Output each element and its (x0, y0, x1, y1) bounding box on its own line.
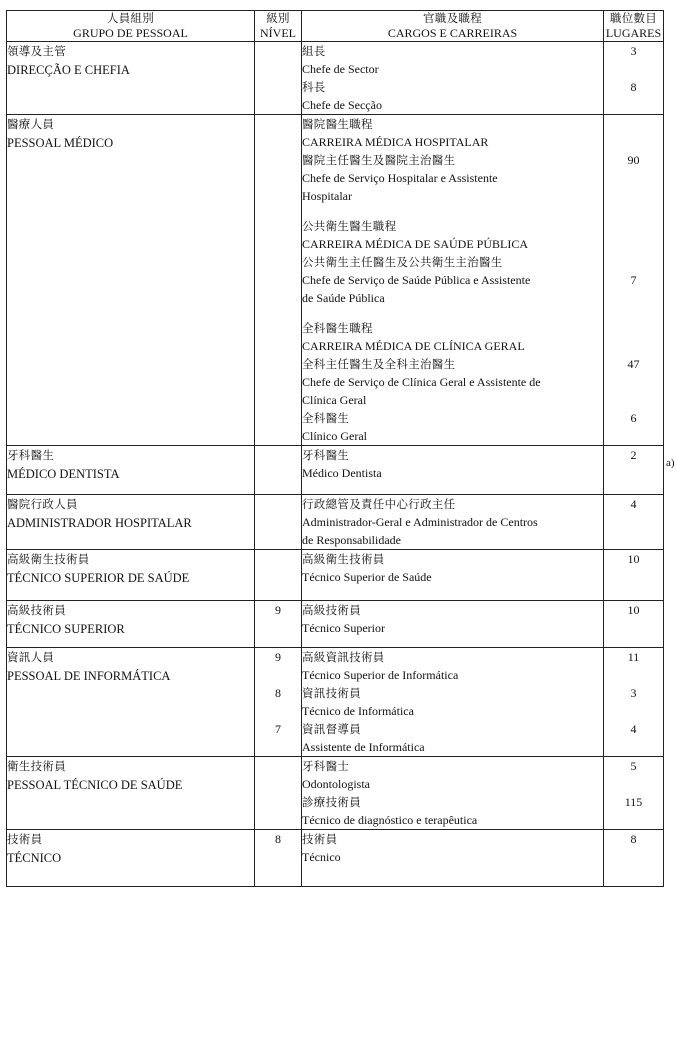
group-name-pt: TÉCNICO SUPERIOR (7, 622, 125, 636)
header-group-pt: GRUPO DE PESSOAL (73, 26, 188, 40)
group-name-zh: 醫院行政人員 (7, 497, 78, 511)
level-value (255, 217, 301, 235)
career-title-pt: Técnico Superior (302, 621, 385, 635)
career-title-pt: Chefe de Sector (302, 62, 379, 76)
career-title-pt: Chefe de Serviço de Clínica Geral e Assistente de (302, 375, 541, 389)
group-name-zh: 高級技術員 (7, 603, 66, 617)
places-value: 3 (630, 44, 637, 58)
level-cell (255, 648, 302, 757)
level-value (255, 464, 301, 482)
places-cell (604, 830, 664, 887)
group-cell (7, 830, 255, 887)
career-title-pt: Técnico de Informática (302, 704, 414, 718)
career-title-pt: Clínico Geral (302, 429, 367, 443)
level-value (255, 60, 301, 78)
career-cell (302, 115, 604, 446)
career-cell (302, 446, 604, 495)
side-note: a) (666, 457, 675, 469)
career-title-zh: 牙科醫生 (302, 448, 350, 462)
level-value (255, 793, 301, 811)
level-value (255, 151, 301, 169)
table-row (7, 830, 664, 887)
group-cell (7, 550, 255, 601)
career-title-pt (302, 205, 603, 217)
places-value (604, 115, 663, 133)
places-cell (604, 115, 664, 446)
career-title-pt: Médico Dentista (302, 466, 382, 480)
career-title-pt: CARREIRA MÉDICA DE SAÚDE PÚBLICA (302, 237, 529, 251)
places-value (604, 133, 663, 151)
level-value (255, 96, 301, 114)
level-value (255, 271, 301, 289)
career-cell (302, 648, 604, 757)
places-value (604, 619, 663, 637)
career-title-zh: 科長 (302, 80, 326, 94)
level-value (255, 568, 301, 586)
places-value: 11 (627, 650, 640, 664)
group-name-pt: TÉCNICO (7, 851, 62, 865)
group-name-pt: DIRECÇÃO E CHEFIA (7, 63, 130, 77)
table-row (7, 550, 664, 601)
table-row (7, 42, 664, 115)
header-level (255, 11, 302, 42)
header-level-pt: NÍVEL (260, 26, 296, 40)
table-row (7, 757, 664, 830)
career-title-pt: Hospitalar (302, 189, 352, 203)
places-value (604, 464, 663, 482)
level-value (255, 757, 301, 775)
career-title-zh: 醫院醫生職程 (302, 117, 373, 131)
career-title-zh: 高級資訊技術員 (302, 650, 385, 664)
group-name-zh: 衛生技術員 (7, 759, 66, 773)
places-value: 90 (627, 153, 640, 167)
career-title-zh: 公共衛生主任醫生及公共衛生主治醫生 (302, 255, 503, 269)
places-value (604, 319, 663, 337)
career-title-zh: 行政總管及責任中心行政主任 (302, 497, 456, 511)
group-name-zh: 牙科醫生 (7, 448, 55, 462)
career-cell (302, 830, 604, 887)
places-cell (604, 757, 664, 830)
group-cell (7, 757, 255, 830)
group-name-zh: 資訊人員 (7, 650, 55, 664)
places-value: 6 (630, 411, 637, 425)
level-value (255, 373, 301, 391)
header-career (302, 11, 604, 42)
places-value (604, 848, 663, 866)
group-name-zh: 技術員 (7, 832, 43, 846)
career-title-zh: 高級技術員 (302, 603, 361, 617)
group-name-zh: 醫療人員 (7, 117, 55, 131)
career-title-pt: CARREIRA MÉDICA DE CLÍNICA GERAL (302, 339, 525, 353)
places-value (604, 187, 663, 205)
places-value: 7 (630, 273, 637, 287)
level-value (255, 446, 301, 464)
places-value: 3 (630, 686, 637, 700)
header-places-zh: 職位數目 (609, 11, 658, 25)
career-title-pt: CARREIRA MÉDICA HOSPITALAR (302, 135, 489, 149)
level-value (255, 169, 301, 187)
level-value (255, 391, 301, 409)
level-value (255, 775, 301, 793)
career-title-pt: Administrador-Geral e Administrador de Centros (302, 515, 538, 529)
table-row (7, 601, 664, 648)
places-value (604, 702, 663, 720)
group-cell (7, 42, 255, 115)
header-level-zh: 級別 (266, 11, 290, 25)
level-value: 9 (275, 603, 281, 617)
group-name-pt: PESSOAL DE INFORMÁTICA (7, 669, 171, 683)
career-title-pt: Técnico Superior de Saúde (302, 570, 432, 584)
career-cell (302, 601, 604, 648)
career-title-zh: 全科醫生職程 (302, 321, 373, 335)
career-title-pt: Clínica Geral (302, 393, 367, 407)
level-value (255, 738, 301, 756)
career-title-zh: 牙科醫士 (302, 759, 350, 773)
level-value (255, 619, 301, 637)
level-value (255, 253, 301, 271)
level-value (255, 307, 301, 319)
places-value: 115 (624, 795, 643, 809)
places-value (604, 531, 663, 549)
places-value: 4 (630, 722, 637, 736)
table-row (7, 115, 664, 446)
places-value (604, 253, 663, 271)
places-value: 8 (630, 832, 637, 846)
places-value (604, 307, 663, 319)
places-value (604, 775, 663, 793)
career-title-pt: Chefe de Serviço Hospitalar e Assistente (302, 171, 498, 185)
places-value (604, 60, 663, 78)
table-header (7, 11, 664, 42)
group-name-pt: MÉDICO DENTISTA (7, 467, 120, 481)
places-value (604, 513, 663, 531)
level-value: 8 (275, 686, 281, 700)
level-cell (255, 757, 302, 830)
places-cell (604, 42, 664, 115)
level-value (255, 289, 301, 307)
group-name-pt: ADMINISTRADOR HOSPITALAR (7, 516, 192, 530)
places-cell (604, 601, 664, 648)
places-value (604, 666, 663, 684)
level-value (255, 78, 301, 96)
group-name-zh: 領導及主管 (7, 44, 66, 58)
career-title-pt: Técnico de diagnóstico e terapêutica (302, 813, 478, 827)
career-title-zh: 診療技術員 (302, 795, 361, 809)
places-value (604, 205, 663, 217)
career-title-zh: 醫院主任醫生及醫院主治醫生 (302, 153, 456, 167)
places-cell (604, 550, 664, 601)
group-cell (7, 648, 255, 757)
header-places (604, 11, 664, 42)
places-value (604, 738, 663, 756)
places-value (604, 391, 663, 409)
table-row (7, 495, 664, 550)
level-cell (255, 446, 302, 495)
career-title-zh: 資訊督導員 (302, 722, 361, 736)
level-value: 8 (275, 832, 281, 846)
group-cell (7, 446, 255, 495)
places-value: 4 (630, 497, 637, 511)
level-value (255, 42, 301, 60)
places-cell (604, 446, 664, 495)
career-title-pt (302, 307, 603, 319)
career-cell (302, 757, 604, 830)
career-title-zh: 資訊技術員 (302, 686, 361, 700)
level-cell (255, 830, 302, 887)
places-value (604, 811, 663, 829)
staff-table (6, 10, 664, 887)
places-cell (604, 648, 664, 757)
level-value: 9 (275, 650, 281, 664)
level-value (255, 187, 301, 205)
level-value (255, 205, 301, 217)
level-value (255, 235, 301, 253)
header-places-pt: LUGARES (605, 26, 662, 40)
group-cell (7, 495, 255, 550)
group-name-pt: TÉCNICO SUPERIOR DE SAÚDE (7, 571, 190, 585)
level-value (255, 531, 301, 549)
level-value (255, 133, 301, 151)
group-cell (7, 601, 255, 648)
level-cell (255, 495, 302, 550)
career-title-pt: Chefe de Serviço de Saúde Pública e Assistente (302, 273, 531, 287)
places-value: 5 (630, 759, 637, 773)
staff-table-page (6, 10, 663, 887)
level-value (255, 666, 301, 684)
level-value (255, 427, 301, 445)
level-value (255, 848, 301, 866)
group-name-pt: PESSOAL TÉCNICO DE SAÚDE (7, 778, 183, 792)
level-value (255, 337, 301, 355)
places-value: 8 (630, 80, 637, 94)
places-value (604, 568, 663, 586)
level-value (255, 115, 301, 133)
level-value (255, 495, 301, 513)
places-value (604, 373, 663, 391)
career-cell (302, 495, 604, 550)
career-cell (302, 42, 604, 115)
group-name-pt: PESSOAL MÉDICO (7, 136, 114, 150)
career-title-pt: de Responsabilidade (302, 533, 401, 547)
level-value (255, 811, 301, 829)
career-title-zh: 全科主任醫生及全科主治醫生 (302, 357, 456, 371)
level-cell (255, 42, 302, 115)
header-group (7, 11, 255, 42)
career-title-pt: Técnico (302, 850, 341, 864)
header-group-zh: 人員組別 (106, 11, 155, 25)
career-title-pt: Chefe de Secção (302, 98, 382, 112)
places-cell (604, 495, 664, 550)
places-value (604, 235, 663, 253)
places-value (604, 169, 663, 187)
places-value: 2 (630, 448, 637, 462)
header-career-pt: CARGOS E CARREIRAS (387, 26, 518, 40)
career-title-zh: 高級衛生技術員 (302, 552, 385, 566)
places-value (604, 96, 663, 114)
group-name-zh: 高級衛生技術員 (7, 552, 90, 566)
table-row (7, 648, 664, 757)
places-value: 10 (627, 603, 640, 617)
career-cell (302, 550, 604, 601)
level-value (255, 702, 301, 720)
header-career-zh: 官職及職程 (423, 11, 482, 25)
career-title-pt: Técnico Superior de Informática (302, 668, 459, 682)
places-value (604, 337, 663, 355)
career-title-pt: Assistente de Informática (302, 740, 425, 754)
level-value (255, 319, 301, 337)
career-title-pt: Odontologista (302, 777, 370, 791)
level-value (255, 355, 301, 373)
level-value (255, 409, 301, 427)
group-cell (7, 115, 255, 446)
places-value: 47 (627, 357, 640, 371)
career-title-zh: 公共衛生醫生職程 (302, 219, 397, 233)
places-value (604, 427, 663, 445)
table-row (7, 446, 664, 495)
career-title-zh: 全科醫生 (302, 411, 350, 425)
level-cell (255, 601, 302, 648)
career-title-pt: de Saúde Pública (302, 291, 385, 305)
places-value: 10 (627, 552, 640, 566)
places-value (604, 289, 663, 307)
level-cell (255, 550, 302, 601)
career-title-zh: 組長 (302, 44, 326, 58)
places-value (604, 217, 663, 235)
career-title-zh: 技術員 (302, 832, 338, 846)
level-value: 7 (275, 722, 281, 736)
level-value (255, 550, 301, 568)
level-value (255, 513, 301, 531)
level-cell (255, 115, 302, 446)
